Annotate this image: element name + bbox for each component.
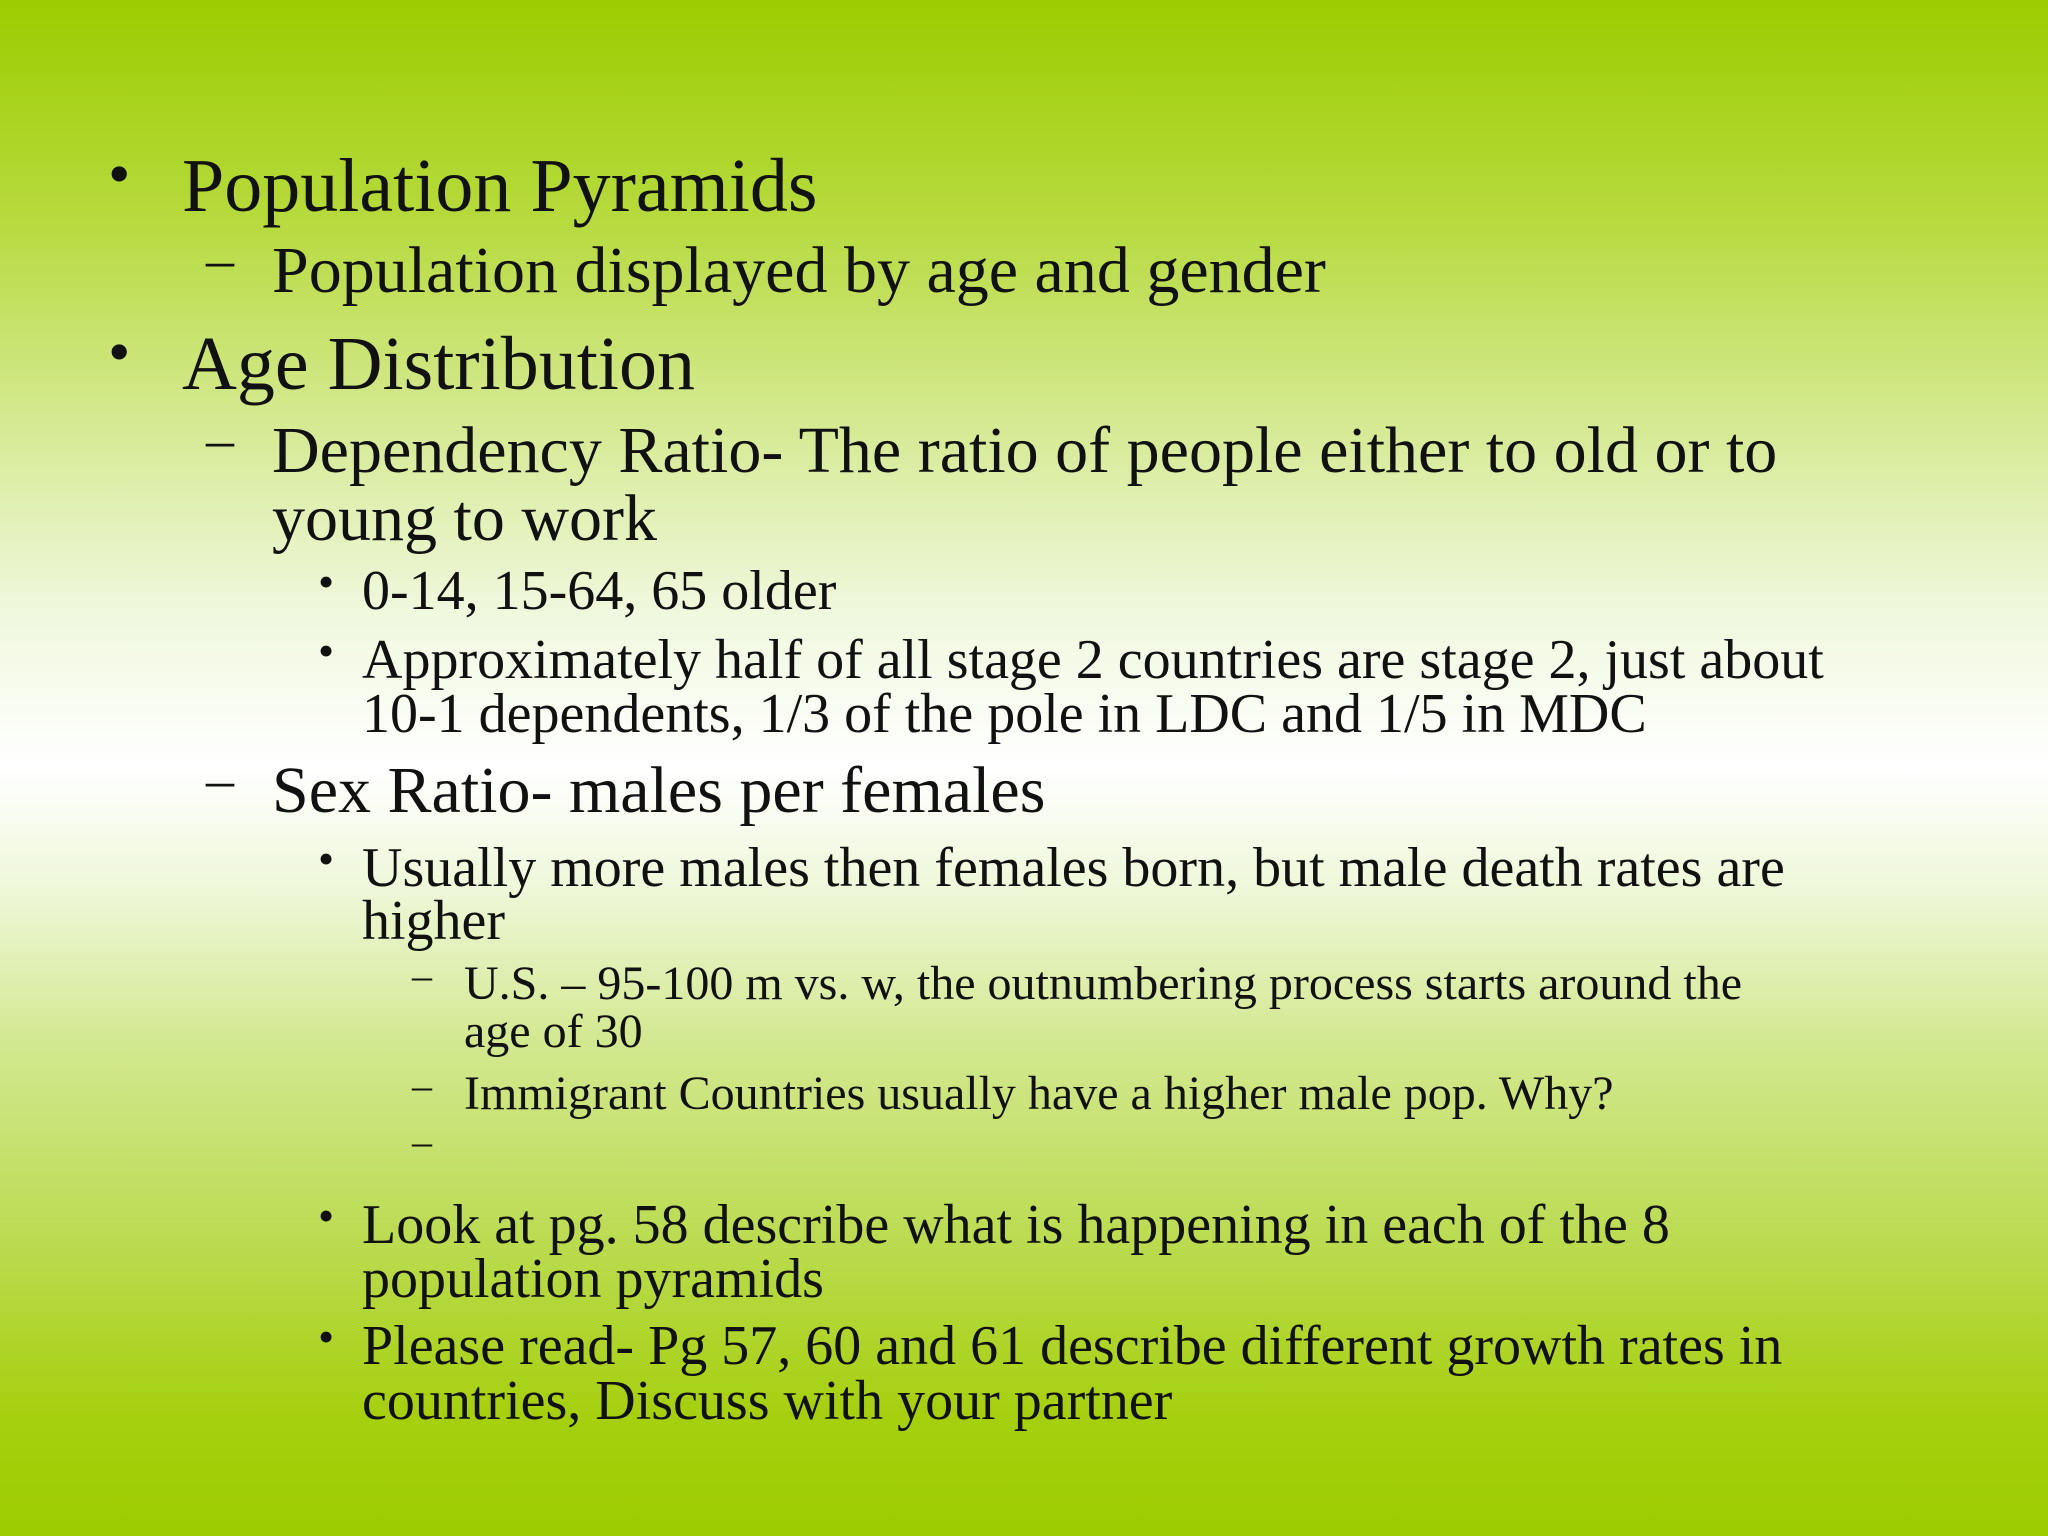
sub-sub-bullet-text: 0-14, 15-64, 65 older <box>362 560 837 622</box>
level4-item-text: Immigrant Countries usually have a higher male pop. Why? <box>464 1067 1614 1120</box>
dash-marker: – <box>412 1119 432 1164</box>
level4-item-text-continued: age of 30 <box>464 1005 643 1058</box>
sub-bullet-text: Dependency Ratio- The ratio of people either to old or to <box>272 414 1778 487</box>
sub-bullet-text: Population displayed by age and gender <box>272 234 1326 307</box>
dash-marker: – <box>206 749 234 811</box>
dash-marker: – <box>412 1063 432 1108</box>
sub-bullet-text-continued: young to work <box>272 482 657 555</box>
sub-sub-bullet-text: Approximately half of all stage 2 countries are stage 2, just about <box>362 629 1824 691</box>
sub-sub-bullet-text: Usually more males then females born, but male death rates are <box>362 837 1785 899</box>
bullet-text: Age Distribution <box>182 322 695 406</box>
bullet-text: Population Pyramids <box>182 144 818 228</box>
sub-bullet-text: Sex Ratio- males per females <box>272 754 1046 827</box>
sub-sub-bullet-text-continued: population pyramids <box>362 1248 824 1310</box>
bullet-marker: • <box>318 833 335 884</box>
sub-sub-bullet-text: Look at pg. 58 describe what is happening in each of the 8 <box>362 1194 1670 1256</box>
bullet-marker: • <box>318 625 335 676</box>
sub-sub-bullet-text-continued: 10-1 dependents, 1/3 of the pole in LDC and 1/5 in MDC <box>362 683 1647 745</box>
sub-sub-bullet-text-continued: countries, Discuss with your partner <box>362 1370 1173 1432</box>
bullet-marker: • <box>108 138 131 209</box>
dash-marker: – <box>412 953 432 998</box>
sub-sub-bullet-text-continued: higher <box>362 890 506 952</box>
bullet-marker: • <box>318 1190 335 1241</box>
dash-marker: – <box>206 229 234 291</box>
dash-marker: – <box>206 409 234 471</box>
level4-item-text: U.S. – 95-100 m vs. w, the outnumbering process starts around the <box>464 957 1743 1010</box>
sub-sub-bullet-text: Please read- Pg 57, 60 and 61 describe different growth rates in <box>362 1315 1783 1377</box>
bullet-marker: • <box>318 556 335 607</box>
bullet-marker: • <box>108 316 131 387</box>
bullet-marker: • <box>318 1311 335 1362</box>
